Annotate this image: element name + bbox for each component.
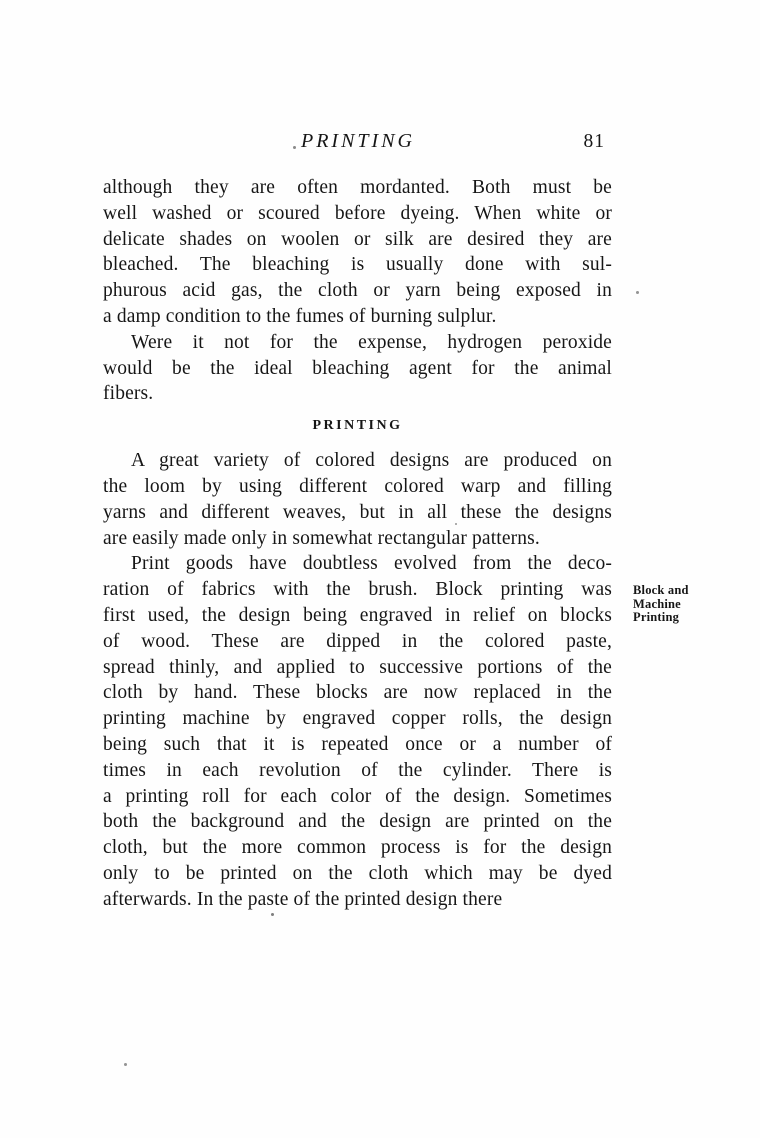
paragraph [103, 175, 612, 330]
text-line: cloth, but the more common process is for the design [103, 837, 612, 859]
text-line: times in each revolution of the cylinder. There is [103, 759, 612, 781]
text-line: fibers. [103, 383, 154, 405]
text-line: being such that it is repeated once or a number of [103, 733, 612, 755]
paragraph [103, 448, 612, 551]
text-line: a damp condition to the fumes of burning sulplur. [103, 305, 497, 327]
scan-speck [636, 291, 639, 294]
text-line: cloth by hand. These blocks are now replaced in the [103, 682, 612, 704]
text-line: Were it not for the expense, hydrogen peroxide [131, 331, 612, 353]
text-line: both the background and the design are printed on the [103, 811, 612, 833]
text-line: a printing roll for each color of the design. Sometimes [103, 785, 612, 807]
paragraph [103, 551, 612, 912]
body-top-paragraphs [103, 175, 612, 407]
text-line: yarns and different weaves, but in all these the designs [103, 501, 612, 523]
margin-note-line: Machine [633, 596, 681, 611]
text-line: would be the ideal bleaching agent for the animal [103, 357, 612, 379]
margin-note-line: Printing [633, 610, 680, 624]
text-line: first used, the design being engraved in relief on blocks [103, 604, 612, 626]
text-line: afterwards. In the paste of the printed design there [103, 888, 503, 910]
paragraph [103, 330, 612, 407]
scan-speck [124, 1063, 127, 1066]
text-line: only to be printed on the cloth which may be dyed [103, 862, 612, 884]
text-line: phurous acid gas, the cloth or yarn being exposed in [103, 280, 612, 302]
text-line: the loom by using different colored warp and filling [103, 475, 612, 497]
text-line: bleached. The bleaching is usually done with sul- [103, 254, 612, 276]
running-head: PRINTING [301, 130, 415, 152]
section-heading: PRINTING [312, 418, 403, 434]
margin-note-line: Block and [633, 583, 689, 597]
text-line: A great variety of colored designs are produced on [131, 450, 612, 472]
scan-speck [455, 523, 457, 525]
text-line: spread thinly, and applied to successive portions of the [103, 656, 612, 678]
text-line: well washed or scoured before dyeing. When white or [103, 202, 612, 224]
scan-speck [293, 146, 296, 149]
body-text [103, 175, 612, 913]
text-line: of wood. These are dipped in the colored paste, [103, 630, 612, 652]
text-line: ration of fabrics with the brush. Block printing was [103, 579, 612, 601]
text-line: are easily made only in somewhat rectangular patterns. [103, 527, 540, 549]
text-line: Print goods have doubtless evolved from the deco- [131, 553, 612, 575]
body-bottom-paragraphs [103, 448, 612, 912]
margin-note [633, 584, 723, 625]
text-line: printing machine by engraved copper rolls, the design [103, 708, 612, 730]
scan-speck [271, 913, 274, 916]
text-line: although they are often mordanted. Both must be [103, 177, 612, 198]
page-number: 81 [583, 131, 605, 152]
text-line: delicate shades on woolen or silk are desired they are [103, 228, 612, 250]
page-header [103, 130, 613, 156]
